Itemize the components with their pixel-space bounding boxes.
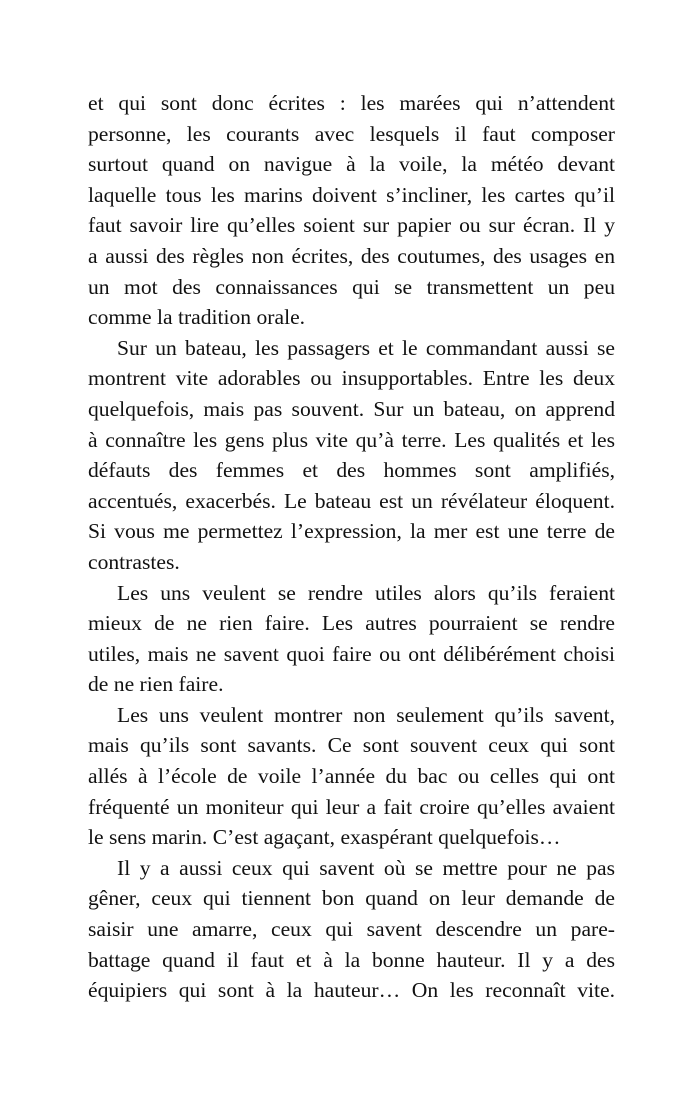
text-line: un mot des connaissances qui se transmettent un peu — [88, 274, 615, 299]
text-line: Si vous me permettez l’expression, la mer est une terre de — [88, 519, 615, 544]
text-line: montrent vite adorables ou insupportables. Entre les deux — [88, 366, 615, 391]
text-line: Il y a aussi ceux qui savent où se mettre pour ne pas — [117, 855, 615, 880]
text-line: à connaître les gens plus vite qu’à terre. Les qualités et les — [88, 427, 615, 452]
text-line: a aussi des règles non écrites, des coutumes, des usages en — [88, 243, 615, 268]
paragraph-5 — [88, 853, 615, 1006]
text-line: fréquenté un moniteur qui leur a fait croire qu’elles avaient — [88, 794, 615, 819]
text-line: faut savoir lire qu’elles soient sur papier ou sur écran. Il y — [88, 213, 615, 238]
paragraph-3 — [88, 578, 615, 700]
text-line: Sur un bateau, les passagers et le commandant aussi se — [117, 335, 615, 360]
text-line: contrastes. — [88, 549, 180, 574]
text-line: gêner, ceux qui tiennent bon quand on leur demande de — [88, 886, 615, 911]
paragraph-1 — [88, 88, 615, 333]
text-line: le sens marin. C’est agaçant, exaspérant quelquefois… — [88, 825, 561, 850]
paragraph-4 — [88, 700, 615, 853]
text-line: saisir une amarre, ceux qui savent descendre un pare- — [88, 917, 615, 942]
text-line: surtout quand on navigue à la voile, la météo devant — [88, 152, 615, 177]
text-line: comme la tradition orale. — [88, 305, 306, 330]
paragraph-2 — [88, 333, 615, 578]
text-line: personne, les courants avec lesquels il faut composer — [88, 121, 615, 146]
text-line: et qui sont donc écrites : les marées qui n’attendent — [88, 91, 615, 115]
text-line: de ne rien faire. — [88, 672, 224, 697]
text-line: mieux de ne rien faire. Les autres pourraient se rendre — [88, 611, 615, 636]
text-line: Les uns veulent montrer non seulement qu’ils savent, — [117, 702, 615, 727]
text-line: équipiers qui sont à la hauteur… On les reconnaît vite. — [88, 978, 615, 1003]
page-body — [88, 88, 615, 1006]
text-line: battage quand il faut et à la bonne hauteur. Il y a des — [88, 947, 615, 972]
text-line: allés à l’école de voile l’année du bac ou celles qui ont — [88, 764, 615, 789]
text-line: mais qu’ils sont savants. Ce sont souvent ceux qui sont — [88, 733, 615, 758]
text-line: défauts des femmes et des hommes sont amplifiés, — [88, 458, 615, 483]
text-line: utiles, mais ne savent quoi faire ou ont délibérément choisi — [88, 641, 615, 666]
text-line: Les uns veulent se rendre utiles alors qu’ils feraient — [117, 580, 615, 605]
text-line: accentués, exacerbés. Le bateau est un révélateur éloquent. — [88, 488, 615, 513]
text-line: laquelle tous les marins doivent s’incliner, les cartes qu’il — [88, 182, 615, 207]
text-line: quelquefois, mais pas souvent. Sur un bateau, on apprend — [88, 396, 615, 421]
